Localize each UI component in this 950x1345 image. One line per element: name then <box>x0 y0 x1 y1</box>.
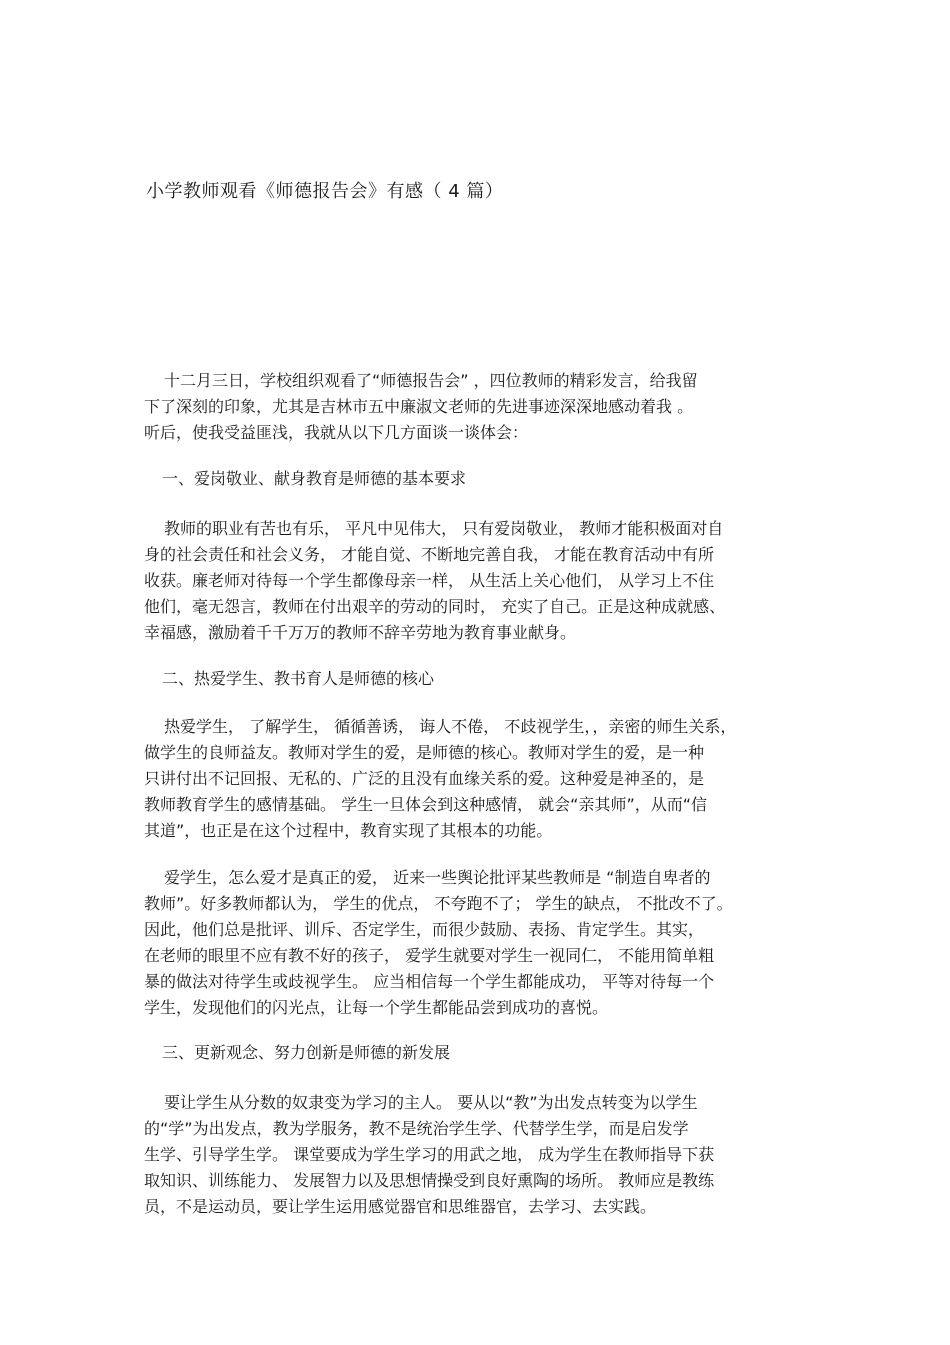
paragraph-line: 员，不是运动员，要让学生运用感觉器官和思维器官，去学习、去实践。 <box>144 1197 657 1216</box>
paragraph-line: 做学生的良师益友。教师对学生的爱，是师德的核心。教师对学生的爱，是一种 <box>144 743 705 762</box>
intro-paragraph <box>144 368 814 446</box>
paragraph-line: 收获。廉老师对待每一个学生都像母亲一样， 从生活上关心他们， 从学习上不住 <box>144 571 715 590</box>
document-title: 小学教师观看《师德报告会》有感（ 4 篇） <box>146 181 504 202</box>
paragraph-line: 只讲付出不记回报、无私的、广泛的且没有血缘关系的爱。这种爱是神圣的，是 <box>144 769 705 788</box>
paragraph-line: 爱学生，怎么爱才是真正的爱， 近来一些舆论批评某些教师是 “制造自卑者的 <box>164 868 711 887</box>
section-3-paragraph <box>144 1090 814 1220</box>
section-2-paragraph-2 <box>144 865 814 1021</box>
paragraph-line: 教师的职业有苦也有乐， 平凡中见伟大， 只有爱岗敬业， 教师才能积极面对自 <box>164 519 724 538</box>
paragraph-line: 教师”。好多教师都认为， 学生的优点， 不夸跑不了； 学生的缺点， 不批改不了。 <box>144 894 733 913</box>
paragraph-line: 要让学生从分数的奴隶变为学习的主人。 要从以“教”为出发点转变为以学生 <box>164 1093 698 1112</box>
paragraph-line: 其道”，也正是在这个过程中，教育实现了其根本的功能。 <box>144 821 553 840</box>
paragraph-line: 他们，毫无怨言，教师在付出艰辛的劳动的同时， 充实了自己。正是这种成就感、 <box>144 597 726 616</box>
paragraph-line: 暴的做法对待学生或歧视学生。 应当相信每一个学生都能成功， 平等对待每一个 <box>144 972 715 991</box>
section-1-paragraph <box>144 516 814 646</box>
paragraph-line: 身的社会责任和社会义务， 才能自觉、不断地完善自我， 才能在教育活动中有所 <box>144 545 715 564</box>
paragraph-line: 十二月三日，学校组织观看了“师德报告会” ，四位教师的精彩发言，给我留 <box>164 371 698 390</box>
paragraph-line: 听后，使我受益匪浅，我就从以下几方面谈一谈体会： <box>144 423 529 442</box>
paragraph-line: 下了深刻的印象，尤其是吉林市五中廉淑文老师的先进事迹深深地感动着我 。 <box>144 397 694 416</box>
paragraph-line: 教师教育学生的感情基础。 学生一旦体会到这种感情， 就会“亲其师”，从而“信 <box>144 795 708 814</box>
section-2-paragraph <box>144 714 814 844</box>
paragraph-line: 的“学”为出发点，教为学服务，教不是统治学生学、代替学生学，而是启发学 <box>144 1119 689 1138</box>
paragraph-line: 热爱学生， 了解学生， 循循善诱， 诲人不倦， 不歧视学生，，亲密的师生关系， <box>164 717 737 736</box>
section-heading-2: 二、热爱学生、教书育人是师德的核心 <box>162 669 435 688</box>
section-heading-1: 一、爱岗敬业、献身教育是师德的基本要求 <box>162 469 467 488</box>
paragraph-line: 在老师的眼里不应有教不好的孩子， 爱学生就要对学生一视同仁， 不能用简单粗 <box>144 946 715 965</box>
paragraph-line: 取知识、训练能力、 发展智力以及思想情操受到良好熏陶的场所。 教师应是教练 <box>144 1171 715 1190</box>
paragraph-line: 学生，发现他们的闪光点，让每一个学生都能品尝到成功的喜悦。 <box>144 998 609 1017</box>
paragraph-line: 因此，他们总是批评、训斥、否定学生，而很少鼓励、表扬、肯定学生。其实， <box>144 920 705 939</box>
section-heading-3: 三、更新观念、努力创新是师德的新发展 <box>162 1043 451 1062</box>
paragraph-line: 生学、引导学生学。 课堂要成为学生学习的用武之地， 成为学生在教师指导下获 <box>144 1145 715 1164</box>
paragraph-line: 幸福感，激励着千千万万的教师不辞辛劳地为教育事业献身。 <box>144 623 577 642</box>
